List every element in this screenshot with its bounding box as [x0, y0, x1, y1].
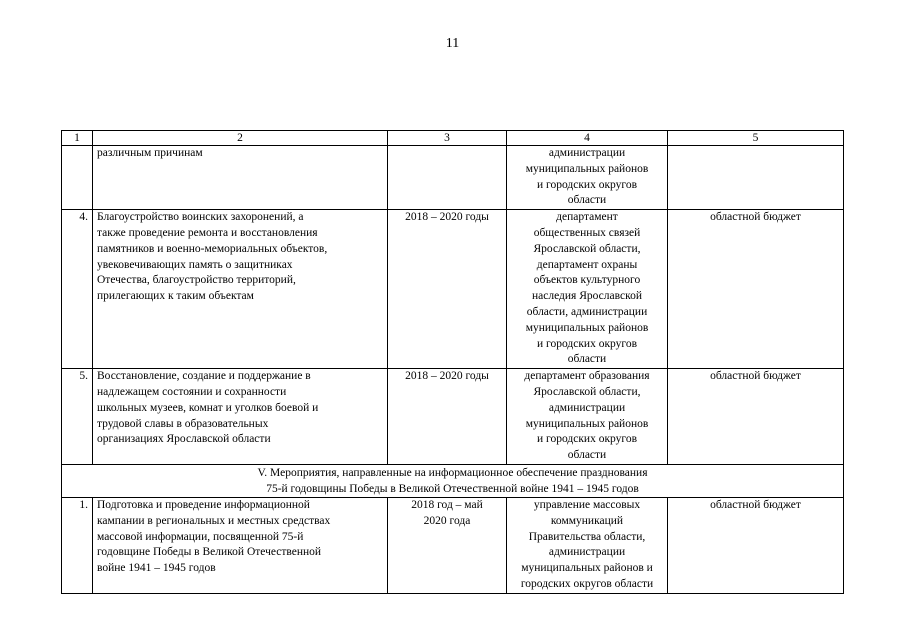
row-number-cell: 5.	[62, 369, 93, 465]
section-header-row	[62, 464, 844, 497]
funding-cell: областной бюджет	[668, 369, 844, 465]
events-plan-table	[61, 130, 844, 594]
period-cell: 2018 – 2020 годы	[388, 210, 507, 369]
funding-cell	[668, 146, 844, 210]
column-number-row	[62, 131, 844, 146]
executor-cell: департамент образования Ярославской области, администрации муниципальных районов и городских округов области	[507, 369, 668, 465]
table-row	[62, 497, 844, 593]
table-row	[62, 146, 844, 210]
event-name-cell: Подготовка и проведение информационной кампании в региональных и местных средствах массовой информации, посвященной 75-й годовщине Победы в Великой Отечественной войне 1941 – 1945 годов	[93, 497, 388, 593]
executor-cell: департамент общественных связей Ярославской области, департамент охраны объектов культурного наследия Ярославской области, администрации муниципальных районов и городских округов области	[507, 210, 668, 369]
period-cell: 2018 год – май 2020 года	[388, 497, 507, 593]
period-cell: 2018 – 2020 годы	[388, 369, 507, 465]
period-cell	[388, 146, 507, 210]
column-number-2: 2	[93, 131, 388, 146]
executor-cell: управление массовых коммуникаций Правительства области, администрации муниципальных районов и городских округов области	[507, 497, 668, 593]
table-row	[62, 369, 844, 465]
section-title: V. Мероприятия, направленные на информационное обеспечение празднования 75-й годовщины Победы в Великой Отечественной войне 1941 – 1945 годов	[62, 464, 844, 497]
row-number-cell	[62, 146, 93, 210]
column-number-3: 3	[388, 131, 507, 146]
column-number-5: 5	[668, 131, 844, 146]
funding-cell: областной бюджет	[668, 210, 844, 369]
column-number-1: 1	[62, 131, 93, 146]
event-name-cell: Восстановление, создание и поддержание в надлежащем состоянии и сохранности школьных музеев, комнат и уголков боевой и трудовой славы в образовательных организациях Ярославской области	[93, 369, 388, 465]
funding-cell: областной бюджет	[668, 497, 844, 593]
event-name-cell: различным причинам	[93, 146, 388, 210]
row-number-cell: 1.	[62, 497, 93, 593]
event-name-cell: Благоустройство воинских захоронений, а также проведение ремонта и восстановления памятников и военно-мемориальных объектов, увековечивающих память о защитниках Отечества, благоустройство территорий, прилегающих к таким объектам	[93, 210, 388, 369]
page-number: 11	[445, 36, 460, 51]
table-row	[62, 210, 844, 369]
column-number-4: 4	[507, 131, 668, 146]
executor-cell: администрации муниципальных районов и городских округов области	[507, 146, 668, 210]
row-number-cell: 4.	[62, 210, 93, 369]
